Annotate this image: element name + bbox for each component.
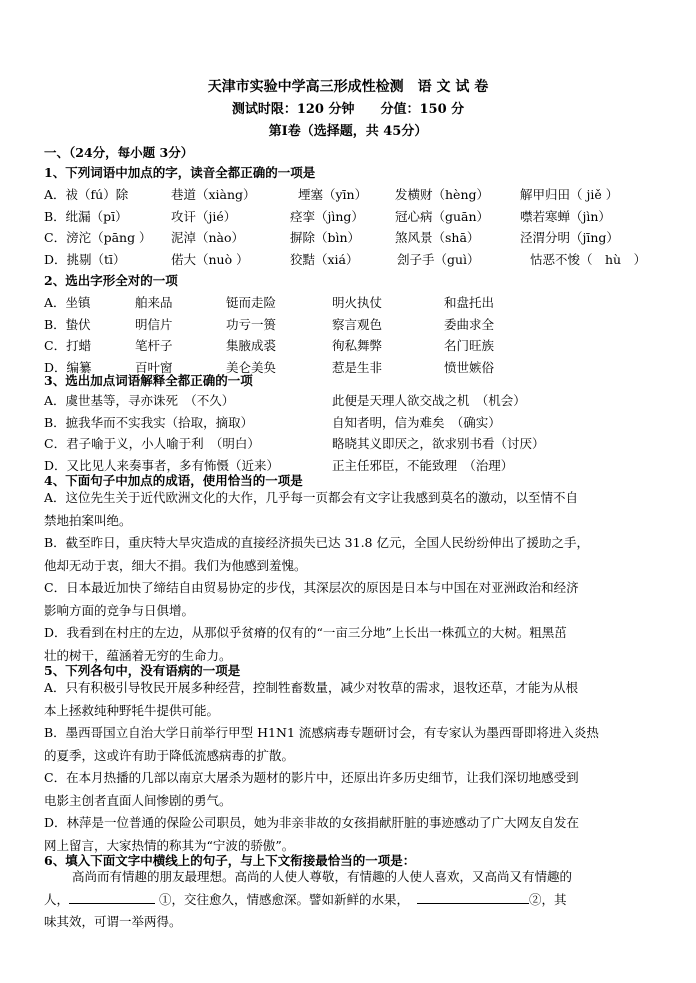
- option-row: [44, 413, 664, 435]
- option-a-item: 堙塞（yīn）: [298, 187, 368, 202]
- option-d-item: 狡黠（xiá）: [290, 251, 359, 267]
- option-row: [44, 315, 664, 337]
- option-b-line: B．墨西哥国立自治大学日前举行甲型 H1N1 流感病毒专题研讨会，有专家认为墨西哥即将进入炎热: [44, 725, 599, 740]
- option-b-left: B．摭我华而不实我实（拾取，摘取）: [44, 414, 254, 430]
- option-b-item: 痉挛（jìng）: [290, 208, 364, 224]
- option-c-item: 笔杆子: [135, 338, 173, 353]
- option-a-left: A．虞世基等，寻亦诛死 （不久）: [44, 393, 235, 408]
- section-heading: 一、（24分，每小题 3分）: [44, 145, 194, 160]
- question-5-stem: 5、下列各句中，没有语病的一项是: [44, 663, 241, 678]
- option-c-item: 煞风景（shā）: [395, 230, 480, 245]
- option-c-item: C．滂沱（pāng ）: [44, 230, 152, 245]
- question-1-options: [44, 185, 664, 271]
- option-d-item: 刽子手（guì）: [397, 251, 480, 267]
- option-a-item: 发横财（hèng）: [395, 187, 490, 202]
- option-b-line: 他却无动于衷，细大不捐。我们为他感到羞愧。: [44, 557, 307, 573]
- option-c-line: 影响方面的竞争与日俱增。: [44, 602, 195, 618]
- option-b-item: B．蛰伏: [44, 316, 91, 332]
- option-d-line: 网上留言，大家热情的称其为“宁波的骄傲”。: [44, 837, 295, 853]
- passage-text: 人，: [44, 891, 70, 907]
- option-c-line: C．在本月热播的几部以南京大屠杀为题材的影片中，还原出许多历史细节，让我们深切地感受到: [44, 770, 579, 785]
- option-d-item: 偌大（nuò ）: [171, 251, 249, 267]
- option-row: [44, 228, 664, 250]
- option-d-line: D．我看到在村庄的左边，从那似乎贫瘠的仅有的“一亩三分地”上长出一株孤立的大树。粗黑茁: [44, 625, 567, 640]
- option-row: [44, 293, 664, 315]
- passage-line: 高尚而有情趣的朋友最理想。高尚的人使人尊敬，有情趣的人使人喜欢，又高尚又有情趣的: [72, 869, 573, 884]
- option-d-item: 百叶窗: [135, 359, 173, 375]
- option-b-line: B．截至昨日，重庆特大旱灾造成的直接经济损失已达 31.8 亿元，全国人民纷纷伸出了援助之手，: [44, 535, 589, 550]
- option-c-item: 名门旺族: [444, 338, 495, 353]
- option-row: [44, 185, 664, 207]
- option-b-item: 察言观色: [332, 316, 383, 332]
- option-d-item: 惹是生非: [332, 359, 383, 375]
- answer-blank-2[interactable]: [417, 889, 529, 904]
- option-row: [44, 250, 664, 272]
- option-a-right: 此便是天理人欲交战之机 （机会）: [332, 393, 526, 408]
- option-a-item: 舶来品: [135, 295, 173, 310]
- passage-text: ②，其: [529, 891, 567, 907]
- option-d-left: D．又比见人来奏事者，多有怖慑（近来）: [44, 457, 280, 473]
- option-b-line: 的夏季，这或许有助于降低流感病毒的扩散。: [44, 747, 295, 763]
- option-a-item: A．坐镇: [44, 295, 91, 310]
- option-d-right: 正主任邪臣，不能致理 （治理）: [332, 457, 514, 473]
- question-3-stem: 3、选出加点词语解释全都正确的一项: [44, 373, 253, 388]
- question-3-options: [44, 391, 664, 477]
- option-a-line: A．这位先生关于近代欧洲文化的大作，几乎每一页都会有文字让我感到莫名的激动，以至情不自: [44, 490, 579, 505]
- option-row: [44, 207, 664, 229]
- option-b-right: 自知者明，信为难矣 （确实）: [332, 414, 501, 430]
- option-c-left: C．君子喻于义，小人喻于利 （明白）: [44, 436, 260, 451]
- option-b-item: 明信片: [135, 316, 173, 332]
- option-a-item: 铤而走险: [226, 295, 277, 310]
- option-row: [44, 434, 664, 456]
- option-a-item: A．祓（fú）除: [44, 187, 129, 202]
- exam-title: 天津市实验中学高三形成性检测 语 文 试 卷: [207, 79, 489, 95]
- option-b-item: 功亏一篑: [226, 316, 277, 332]
- passage-text: ①，交往愈久，情感愈深。譬如新鲜的水果，: [155, 891, 409, 907]
- option-c-right: 略晓其义即厌之，欲求别书看（讨厌）: [332, 436, 545, 451]
- option-c-item: 泾渭分明（jīng）: [520, 230, 619, 245]
- option-a-line: 本上拯救纯种野牦牛提供可能。: [44, 702, 220, 718]
- option-a-item: 明火执仗: [332, 295, 383, 310]
- option-c-line: C．日本最近加快了缔结自由贸易协定的步伐，其深层次的原因是日本与中国在对亚洲政治和经济: [44, 580, 579, 595]
- option-d-item: 怙恶不悛（ hù ）: [530, 251, 647, 267]
- question-6-passage: [44, 866, 656, 934]
- part-heading: 第Ⅰ卷（选择题，共 45分）: [268, 124, 428, 139]
- option-c-item: C．打蜡: [44, 338, 92, 353]
- option-c-item: 徇私舞弊: [332, 338, 383, 353]
- option-c-item: 泥淖（nào）: [171, 230, 245, 245]
- option-a-line: A．只有积极引导牧民开展多种经营，控制牲畜数量，减少对牧草的需求，退牧还草，才能为从根: [44, 680, 579, 695]
- question-6-stem: 6、填入下面文字中横线上的句子，与上下文衔接最恰当的一项是：: [44, 853, 416, 868]
- option-d-line: D．林萍是一位普通的保险公司职员，她为非亲非故的女孩捐献肝脏的事迹感动了广大网友自发在: [44, 815, 580, 830]
- option-b-item: 委曲求全: [444, 316, 495, 332]
- option-b-item: 噤若寒蝉（jìn）: [520, 208, 611, 224]
- passage-line: [44, 889, 656, 912]
- option-a-line: 禁地拍案叫绝。: [44, 512, 132, 528]
- option-b-item: 攻讦（jié）: [171, 208, 237, 224]
- option-c-item: 集腋成裘: [226, 338, 277, 353]
- answer-blank-1[interactable]: [69, 889, 155, 904]
- question-1-stem: 1、下列词语中加点的字，读音全都正确的一项是: [44, 165, 316, 180]
- option-b-item: B．纰漏（pī）: [44, 208, 128, 224]
- option-d-item: D．编纂: [44, 359, 92, 375]
- option-d-item: D．挑剔（tī）: [44, 251, 126, 267]
- question-4-options: [44, 487, 656, 667]
- question-4-stem: 4、下面句子中加点的成语，使用恰当的一项是: [44, 473, 303, 488]
- option-c-line: 电影主创者直面人间惨剧的勇气。: [44, 792, 232, 808]
- option-d-item: 愤世嫉俗: [444, 359, 495, 375]
- option-d-item: 美仑美奂: [226, 359, 277, 375]
- question-5-options: [44, 677, 656, 857]
- option-a-item: 和盘托出: [444, 295, 495, 310]
- exam-meta: 测试时限：120 分钟 分值：150 分: [231, 102, 465, 117]
- option-c-item: 摒除（bìn）: [290, 230, 361, 245]
- option-row: [44, 336, 664, 358]
- passage-line: 味其效，可谓一举两得。: [44, 914, 182, 929]
- option-a-item: 解甲归田（ jiě ）: [520, 187, 619, 202]
- option-a-item: 巷道（xiàng）: [171, 187, 256, 202]
- question-2-stem: 2、选出字形全对的一项: [44, 273, 178, 288]
- option-b-item: 冠心病（guān）: [395, 208, 490, 224]
- option-d-line: 壮的树干，蕴涵着无穷的生命力。: [44, 647, 232, 663]
- question-2-options: [44, 293, 664, 379]
- option-row: [44, 391, 664, 413]
